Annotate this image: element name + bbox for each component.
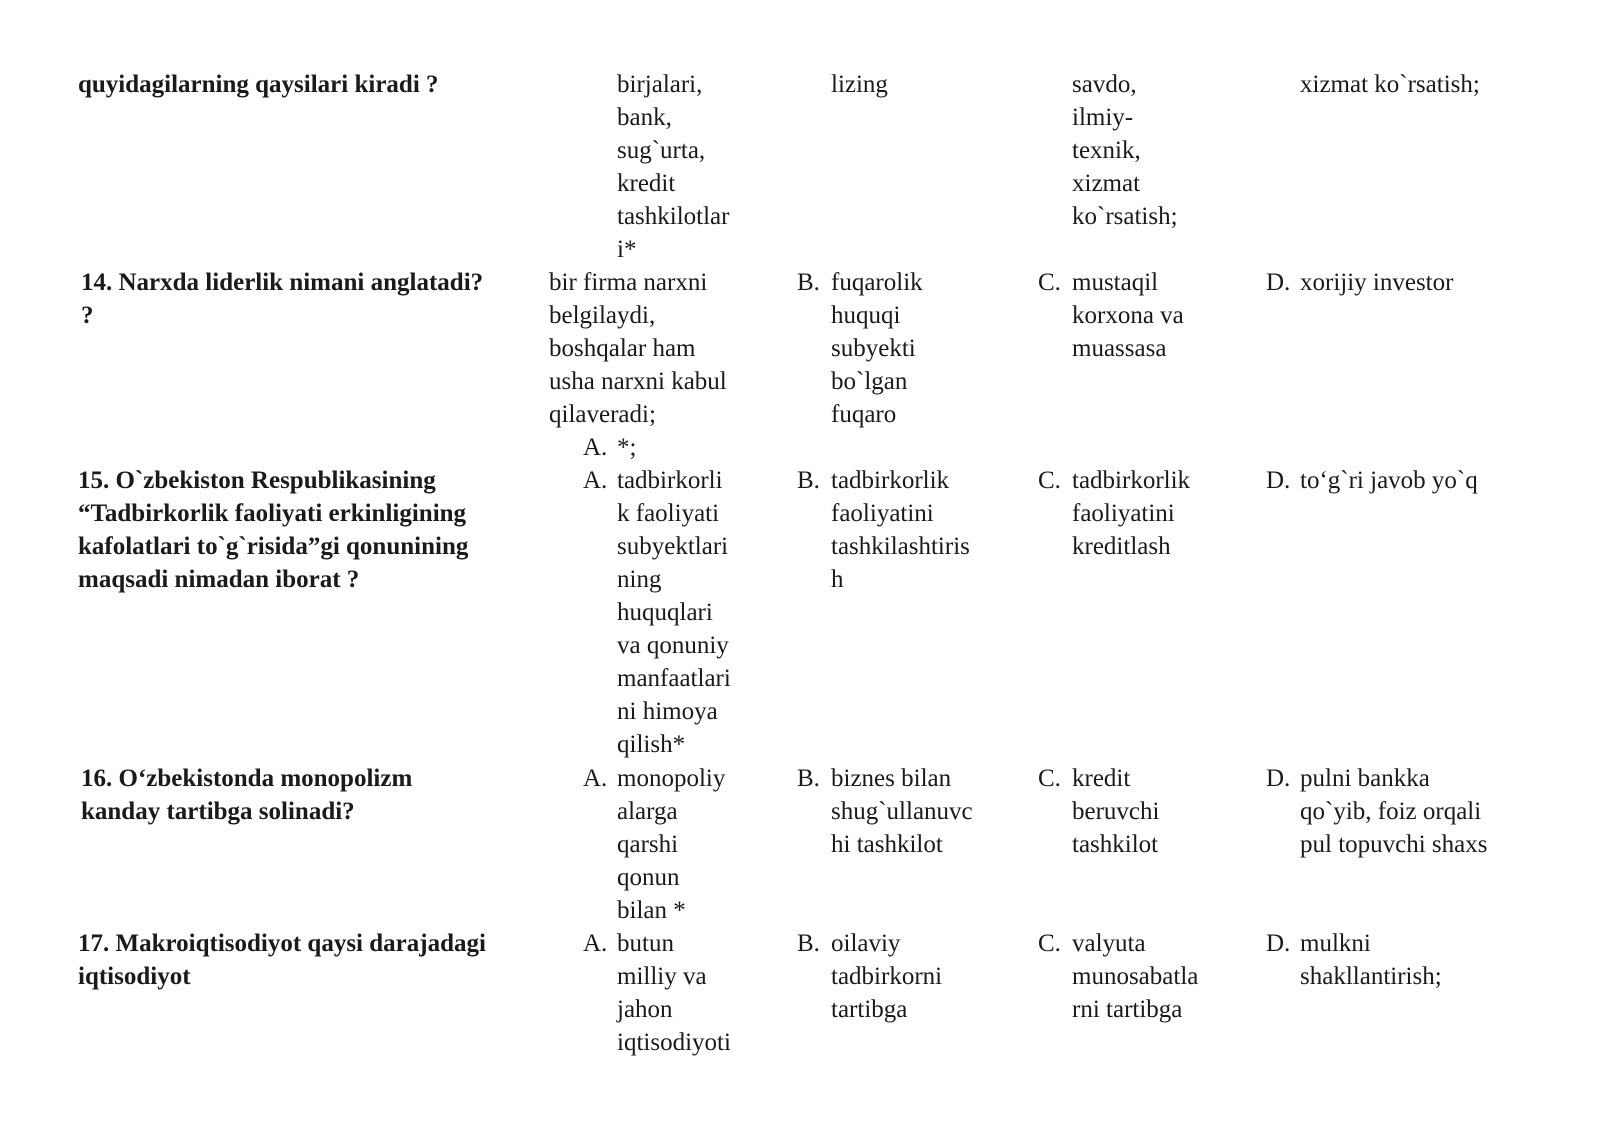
option-a-letter: A.	[583, 434, 608, 461]
option-b-letter: B.	[797, 467, 820, 494]
option-a-pre-text: bir firma narxni belgilaydi, boshqalar ham usha narxni kabul qilaveradi;	[549, 269, 727, 428]
option-c-text: tadbirkorlik faoliyatini kreditlash	[1072, 467, 1191, 560]
option-c-text: savdo, ilmiy- texnik, xizmat ko`rsatish;	[1072, 71, 1178, 230]
option-b-letter: B.	[797, 930, 820, 957]
option-c-letter: C.	[1038, 269, 1061, 296]
option-c-letter: C.	[1038, 765, 1061, 792]
option-a-letter: A.	[583, 765, 608, 792]
option-d-text: xizmat ko`rsatish;	[1300, 71, 1480, 98]
option-a-text: monopoliy alarga qarshi qonun bilan *	[617, 765, 726, 924]
option-d-letter: D.	[1266, 467, 1291, 494]
option-d-letter: D.	[1266, 930, 1291, 957]
option-a-text: tadbirkorli k faoliyati subyektlari ning huquqlari va qonuniy manfaatlari ni himoya qilish*	[617, 467, 731, 758]
option-b-text: biznes bilan shug`ullanuvc hi tashkilot	[831, 765, 973, 858]
option-b-letter: B.	[797, 269, 820, 296]
option-d-letter: D.	[1266, 269, 1291, 296]
option-b-text: fuqarolik huquqi subyekti bo`lgan fuqaro	[831, 269, 923, 428]
question-text: quyidagilarning qaysilari kiradi ?	[78, 71, 439, 98]
option-c-letter: C.	[1038, 467, 1061, 494]
option-d-text: to‘g`ri javob yo`q	[1300, 467, 1478, 494]
option-b-text: oilaviy tadbirkorni tartibga	[831, 930, 943, 1023]
question-text: 17. Makroiqtisodiyot qaysi darajadagi iqtisodiyot	[78, 930, 486, 990]
question-text: 16. O‘zbekistonda monopolizm kanday tartibga solinadi?	[81, 765, 413, 825]
option-d-text: pulni bankka qo`yib, foiz orqali pul topuvchi shaxs	[1300, 765, 1488, 858]
option-b-letter: B.	[797, 765, 820, 792]
option-c-text: mustaqil korxona va muassasa	[1072, 269, 1184, 362]
option-a-text: butun milliy va jahon iqtisodiyoti	[617, 930, 731, 1056]
option-b-text: tadbirkorlik faoliyatini tashkilashtiris h	[831, 467, 970, 593]
question-text: 15. O`zbekiston Respublikasining “Tadbirkorlik faoliyati erkinligining kafolatlari to`g`risida”gi qonunining maqsadi nimadan iborat ?	[78, 467, 469, 593]
option-a-letter: A.	[583, 930, 608, 957]
option-d-text: xorijiy investor	[1300, 269, 1454, 296]
option-c-text: valyuta munosabatla rni tartibga	[1072, 930, 1199, 1023]
option-a-letter: A.	[583, 467, 608, 494]
option-c-letter: C.	[1038, 930, 1061, 957]
option-a-text: birjalari, bank, sug`urta, kredit tashkilotlar i*	[617, 71, 730, 263]
option-c-text: kredit beruvchi tashkilot	[1072, 765, 1160, 858]
option-d-letter: D.	[1266, 765, 1291, 792]
option-d-text: mulkni shakllantirish;	[1300, 930, 1442, 990]
question-text: 14. Narxda liderlik nimani anglatadi? ?	[81, 269, 484, 329]
option-b-text: lizing	[831, 71, 888, 98]
option-a-text: *;	[617, 434, 637, 461]
